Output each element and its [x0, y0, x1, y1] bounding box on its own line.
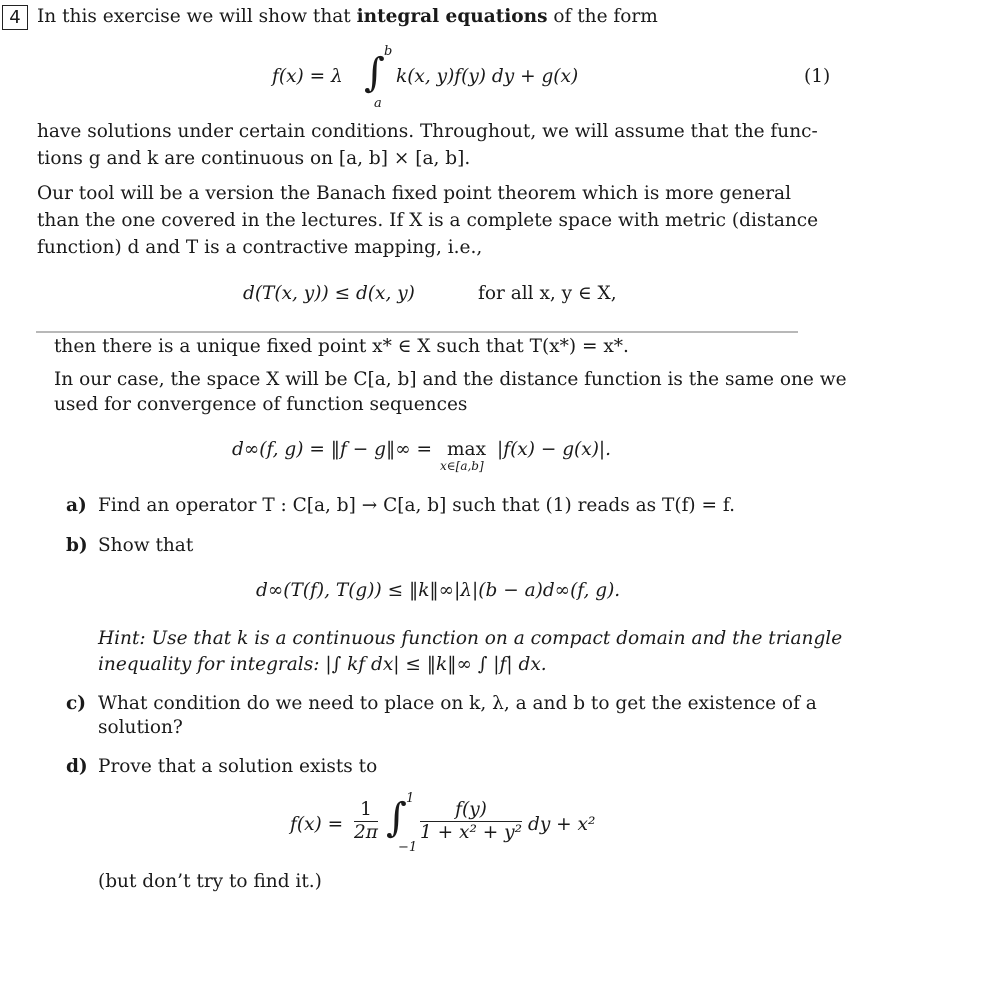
- intro-before: In this exercise we will show that: [37, 6, 351, 27]
- integral-sign: ∫: [364, 50, 385, 96]
- d-eq-int-num: f(y): [420, 799, 522, 822]
- exercise-number: 4: [2, 5, 28, 30]
- item-d-text: Prove that a solution exists to: [98, 756, 378, 777]
- para1-line1: have solutions under certain conditions. Throughout, we will assume that the func-: [37, 121, 818, 142]
- intro-bold: integral equations: [356, 6, 548, 27]
- d-eq-integrand: [420, 799, 522, 844]
- eq1-upper-limit: b: [384, 44, 393, 59]
- item-b-text: Show that: [98, 535, 194, 556]
- item-c-label: c): [66, 693, 87, 714]
- section-divider: [36, 331, 798, 333]
- dist-lhs: d∞(f, g) = ‖f − g‖∞ =: [232, 439, 432, 460]
- eq1-tag: (1): [804, 66, 831, 87]
- d-eq-frac-den: 2π: [354, 822, 378, 844]
- contraction-condition: for all x, y ∈ X,: [478, 283, 617, 304]
- dist-rhs: |f(x) − g(x)|.: [497, 439, 612, 460]
- d-eq-lower-limit: −1: [398, 840, 418, 855]
- item-b-inequality: d∞(T(f), T(g)) ≤ ‖k‖∞|λ|(b − a)d∞(f, g).: [256, 580, 621, 601]
- para2-line2: than the one covered in the lectures. If X is a complete space with metric (distance: [37, 210, 819, 231]
- item-b-label: b): [66, 535, 88, 556]
- dist-max-subscript: x∈[a,b]: [440, 459, 484, 473]
- item-a-label: a): [66, 495, 87, 516]
- para3-line1: then there is a unique fixed point x* ∈ X such that T(x*) = x*.: [54, 336, 629, 357]
- contraction-inequality: d(T(x, y)) ≤ d(x, y): [243, 283, 415, 304]
- item-c-line2: solution?: [98, 717, 183, 738]
- d-eq-frac-num: 1: [354, 799, 378, 822]
- item-a-text: Find an operator T : C[a, b] → C[a, b] such that (1) reads as T(f) = f.: [98, 495, 735, 516]
- intro-after: of the form: [553, 6, 658, 27]
- item-d-note: (but don’t try to find it.): [98, 871, 322, 892]
- d-eq-upper-limit: 1: [406, 791, 415, 806]
- para3-line2: In our case, the space X will be C[a, b] and the distance function is the same one we: [54, 369, 847, 390]
- hint-line2: inequality for integrals: |∫ kf dx| ≤ ‖k‖∞ ∫ |f| dx.: [98, 654, 547, 675]
- hint-line1: Hint: Use that k is a continuous function on a compact domain and the triangle: [98, 628, 843, 649]
- eq1-lhs: f(x) = λ: [272, 66, 343, 87]
- eq1-lower-limit: a: [374, 96, 382, 111]
- para1-line2: tions g and k are continuous on [a, b] × [a, b].: [37, 148, 471, 169]
- item-d-label: d): [66, 756, 88, 777]
- para2-line1: Our tool will be a version the Banach fixed point theorem which is more general: [37, 183, 791, 204]
- d-eq-lhs: f(x) =: [290, 814, 344, 835]
- d-eq-int-den: 1 + x² + y²: [420, 822, 523, 844]
- d-eq-rhs: dy + x²: [528, 814, 596, 835]
- para2-line3: function) d and T is a contractive mapping, i.e.,: [37, 237, 483, 258]
- eq1-integrand: k(x, y)f(y) dy + g(x): [396, 66, 579, 87]
- dist-max: max: [447, 439, 487, 460]
- intro-line: [37, 6, 658, 27]
- item-c-line1: What condition do we need to place on k, λ, a and b to get the existence of a: [98, 693, 817, 714]
- d-eq-coefficient: [354, 799, 378, 844]
- para3-line3: used for convergence of function sequences: [54, 394, 468, 415]
- d-eq-integral-sign: ∫: [386, 795, 407, 841]
